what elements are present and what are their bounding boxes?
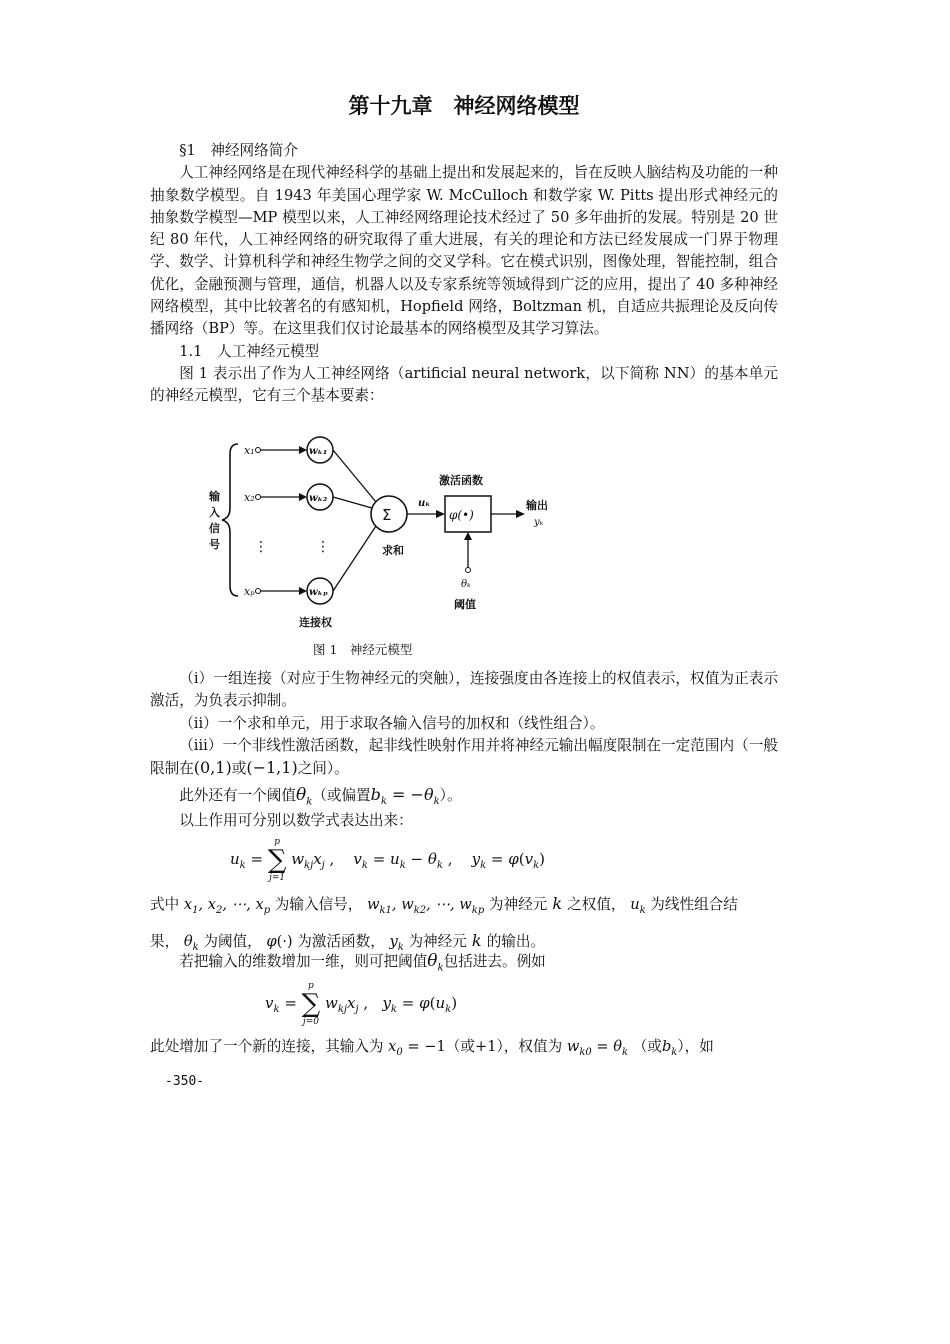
input-label-1: 输 (209, 490, 220, 503)
phi-label: φ(•) (449, 508, 474, 522)
threshold-line: 此外还有一个阈值$\theta_k$（或偏置$b_k = -\theta_k$）。 (179, 785, 462, 808)
element-item-1: （i）一组连接（对应于生物神经元的突触），连接强度由各连接上的权值表示，权值为正表示激活，为负表示抑制。 (150, 670, 778, 710)
figure-caption: 图 1 神经元模型 (313, 642, 413, 657)
section-heading-1-1: 1.1 人工神经元模型 (179, 342, 320, 360)
x2-label: x₂ (244, 491, 255, 504)
neuron-model-figure (196, 436, 596, 636)
activation-label: 激活函数 (439, 474, 483, 487)
last-line: 此处增加了一个新的连接，其输入为 $x_0 = -1$（或+1），权值为 $w_{k0} = \theta_k$ （或$b_k$），如 (150, 1038, 714, 1058)
terminal-xp (256, 589, 261, 594)
page-number: -350- (165, 1074, 205, 1089)
dots-left: ⋮ (254, 539, 268, 555)
expression-intro: 以上作用可分别以数学式表达出来： (179, 812, 413, 829)
terminal-x2 (256, 495, 261, 500)
chapter-title: 第十九章 神经网络模型 (348, 93, 580, 118)
input-label-3: 信 (209, 522, 220, 535)
input-brace (222, 444, 238, 596)
sigma-symbol: Σ (382, 506, 392, 524)
theta-label: θₖ (461, 579, 471, 590)
dots-middle: ⋮ (316, 539, 330, 555)
intro-block (150, 140, 778, 408)
variables-explanation: 式中 $x_1$, $x_2$, ⋯, $x_p$ 为输入信号， $w_{k1}$, $w_{k2}$, ⋯, $w_{kp}$ 为神经元 k 之权值， $u_k$ 为线性组合结 果， $\theta_k$ 为阈值， φ(·) 为激活函数， $y_k$ 为神经元 k 的输出。 (150, 894, 738, 953)
w1-label: wₖ₁ (309, 446, 328, 457)
yk-label: yₖ (534, 517, 544, 528)
terminal-x1 (256, 448, 261, 453)
section-heading-1: §1 神经网络简介 (179, 142, 298, 159)
input-label-4: 号 (209, 538, 220, 551)
weights-label: 连接权 (299, 616, 332, 629)
element-item-2: （ii）一个求和单元，用于求取各输入信号的加权和（线性组合）。 (179, 714, 605, 732)
sum-label: 求和 (382, 544, 404, 557)
input-label-2: 入 (209, 506, 220, 519)
paragraph-figure-intro: 图 1 表示出了作为人工神经网络（artificial neural network，以下简称 NN）的基本单元的神经元模型，它有三个基本要素： (150, 364, 778, 405)
wp-label: wₖₚ (309, 587, 328, 598)
elements-block (150, 668, 778, 780)
paragraph-intro: 人工神经网络是在现代神经科学的基础上提出和发展起来的，旨在反映人脑结构及功能的一种抽象数学模型。自 1943 年美国心理学家 W. McCulloch 和数学家 W. Pitts 提出形式神经元的抽象数学模型—MP 模型以来，人工神经网络理论技术经过了 50 多年曲折的发展。特别是 20 世纪 80 年代，人工神经网络的研究取得了重大进展，有关的理论和方法已经发展成一门界于物理学、数学、计算机科学和神经生物学之间的交叉学科。它在模式识别，图像处理，智能控制，组合优化，金融预测与管理，通信，机器人以及专家系统等领域得到广泛的应用，提出了 40 多种神经网络模型，其中比较著名的有感知机，Hopfield 网络，Boltzman 机，自适应共振理论及反向传播网络（BP）等。在这里我们仅讨论最基本的网络模型及其学习算法。 (150, 164, 778, 338)
x1-label: x₁ (244, 444, 255, 457)
equation-2: $v_k$ = p ∑ j=0 $w_{kj}x_j$ , $y_k = \varphi(u_k)$ (265, 981, 458, 1027)
threshold-label: 阈值 (454, 598, 476, 611)
dimension-line: 若把输入的维数增加一维，则可把阈值$\theta_k$包括进去。例如 (179, 951, 546, 974)
element-item-3: （iii）一个非线性激活函数，起非线性映射作用并将神经元输出幅度限制在一定范围内（一般限制在(0,1)或(−1,1)之间）。 (150, 736, 778, 778)
w2-label: wₖ₂ (309, 493, 328, 504)
threshold-terminal (466, 568, 471, 573)
output-label: 输出 (526, 499, 548, 512)
uk-label: uₖ (418, 498, 431, 509)
equation-1: $u_k$ = p ∑ j=1 $w_{kj}x_j$ , $v_k = u_k - \theta_k$ , $y_k = \varphi(v_k)$ (230, 837, 546, 883)
xp-label: xₚ (244, 585, 255, 598)
